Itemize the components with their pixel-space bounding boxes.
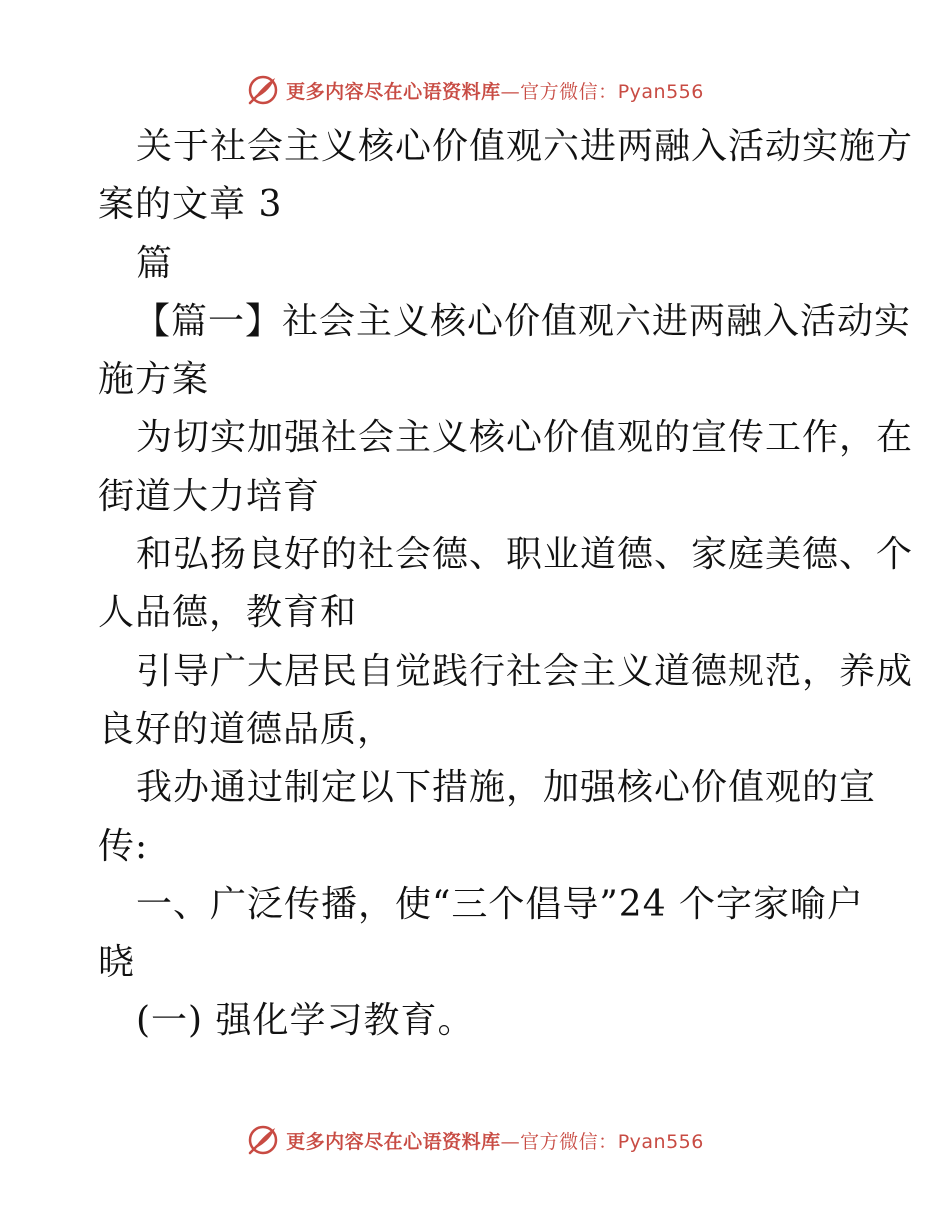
subheading-line: 晓 [98, 942, 136, 984]
paragraph-line: 人品德，教育和 [98, 592, 358, 634]
banner-wechat-label: 官方微信： [520, 1130, 618, 1153]
title-line-3: 篇 [136, 242, 174, 284]
document-body [98, 118, 914, 1051]
footer-banner [0, 1120, 950, 1160]
quill-pen-logo-icon [246, 1123, 280, 1157]
title-line-2: 案的文章 3 [98, 184, 283, 226]
banner-site-name: 更多内容尽在心语资料库 [286, 80, 501, 103]
section-heading-line-2: 施方案 [98, 359, 210, 401]
paragraph-line: 引导广大居民自觉践行社会主义道德规范，养成 [136, 650, 914, 692]
paragraph-line: 街道大力培育 [98, 475, 321, 517]
title-line-1: 关于社会主义核心价值观六进两融入活动实施方 [136, 126, 914, 167]
banner-wechat-id: Pyan556 [617, 1130, 704, 1153]
banner-text [286, 77, 704, 104]
paragraph-line: 和弘扬良好的社会德、职业道德、家庭美德、个 [136, 534, 914, 576]
banner-dash: — [500, 80, 521, 103]
quill-pen-logo-icon [246, 73, 280, 107]
subheading-line: (一) 强化学习教育。 [136, 1000, 475, 1042]
subheading-line: 一、广泛传播，使“三个倡导”24 个字家喻户 [136, 883, 865, 925]
banner-dash: — [500, 1130, 521, 1153]
section-heading-line-1: 【篇一】社会主义核心价值观六进两融入活动实 [134, 300, 912, 342]
paragraph-line: 传: [98, 825, 149, 867]
banner-text [286, 1127, 704, 1154]
paragraph-line: 良好的道德品质， [98, 708, 395, 750]
banner-wechat-label: 官方微信： [520, 80, 618, 103]
header-banner [0, 70, 950, 110]
paragraph-line: 我办通过制定以下措施，加强核心价值观的宣 [136, 767, 877, 809]
banner-site-name: 更多内容尽在心语资料库 [286, 1130, 501, 1153]
paragraph-line: 为切实加强社会主义核心价值观的宣传工作，在 [136, 417, 914, 459]
banner-wechat-id: Pyan556 [617, 80, 704, 103]
